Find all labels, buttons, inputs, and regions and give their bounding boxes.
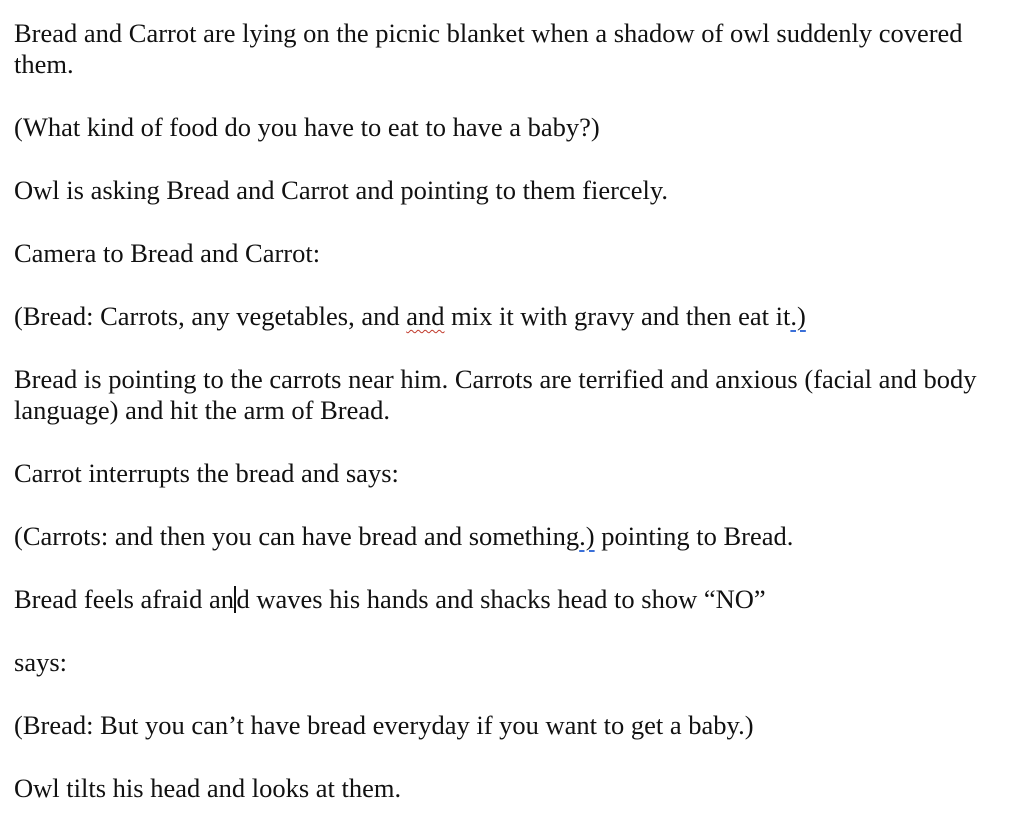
grammar-suggestion-marker[interactable]: .) xyxy=(790,301,806,331)
paragraph-10: says: xyxy=(14,647,67,677)
paragraph-9-text-b: d waves his hands and shacks head to show “NO” xyxy=(236,584,766,614)
paragraph-2: (What kind of food do you have to eat to have a baby?) xyxy=(14,112,600,142)
paragraph-8-text-a: (Carrots: and then you can have bread and something xyxy=(14,521,580,551)
document-body[interactable] xyxy=(14,18,1018,836)
spelling-error-marker[interactable]: and xyxy=(406,301,445,331)
paragraph-12: Owl tilts his head and looks at them. xyxy=(14,773,402,803)
paragraph-3: Owl is asking Bread and Carrot and pointing to them fiercely. xyxy=(14,175,668,205)
paragraph-9 xyxy=(14,584,1018,615)
paragraph-8 xyxy=(14,521,1018,552)
paragraph-7: Carrot interrupts the bread and says: xyxy=(14,458,399,488)
paragraph-5 xyxy=(14,301,1018,332)
grammar-suggestion-marker[interactable]: .) xyxy=(579,521,595,551)
paragraph-9-text-a: Bread feels afraid an xyxy=(14,584,234,614)
paragraph-6: Bread is pointing to the carrots near him. Carrots are terrified and anxious (facial and body language) and hit the arm of Bread. xyxy=(14,364,977,425)
paragraph-1: Bread and Carrot are lying on the picnic blanket when a shadow of owl suddenly covered them. xyxy=(14,18,963,79)
paragraph-4: Camera to Bread and Carrot: xyxy=(14,238,321,268)
paragraph-8-text-c: pointing to Bread. xyxy=(594,521,794,551)
paragraph-11: (Bread: But you can’t have bread everyday if you want to get a baby.) xyxy=(14,710,754,740)
paragraph-5-text-a: (Bread: Carrots, any vegetables, and xyxy=(14,301,407,331)
paragraph-5-text-c: mix it with gravy and then eat it xyxy=(444,301,791,331)
